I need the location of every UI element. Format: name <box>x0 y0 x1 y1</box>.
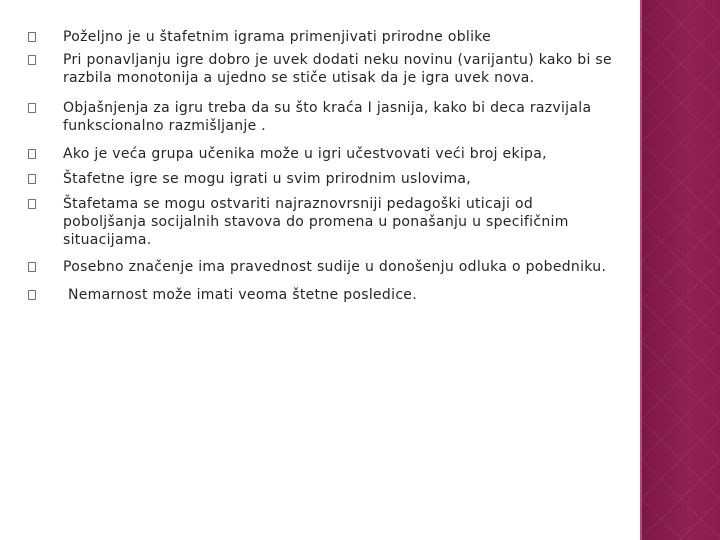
missing-glyph-box-icon <box>28 149 36 159</box>
bullet-text: Objašnjenja za igru treba da su što kraća I jasnija, kako bi deca razvijala funkscionalno razmišljanje . <box>63 100 592 134</box>
bullet-item-2 <box>28 51 613 87</box>
bullet-text: Štafetama se mogu ostvariti najraznovrsniji pedagoški uticaji od poboljšanja socijalnih stavova do promena u ponašanju u specifičnim situacijama. <box>63 196 569 248</box>
bullet-text: Pri ponavljanju igre dobro je uvek dodati neku novinu (varijantu) kako bi se razbila monotonija a ujedno se stiče utisak da je igra uvek nova. <box>63 52 612 86</box>
bullet-text: Nemarnost može imati veoma štetne posledice. <box>68 287 417 303</box>
bullet-item-3 <box>28 99 613 135</box>
bullet-item-7 <box>28 258 613 276</box>
bullet-list <box>28 28 613 304</box>
bullet-text: Ako je veća grupa učenika može u igri učestvovati veći broj ekipa, <box>63 146 547 162</box>
bullet-item-8 <box>28 286 613 304</box>
missing-glyph-box-icon <box>28 174 36 184</box>
bullet-text: Posebno značenje ima pravednost sudije u donošenju odluka o pobedniku. <box>63 259 607 275</box>
missing-glyph-box-icon <box>28 55 36 65</box>
missing-glyph-box-icon <box>28 103 36 113</box>
decorative-side-panel <box>642 0 720 540</box>
missing-glyph-box-icon <box>28 199 36 209</box>
bullet-item-1 <box>28 28 613 46</box>
bullet-item-4 <box>28 145 613 163</box>
bullet-text: Štafetne igre se mogu igrati u svim prirodnim uslovima, <box>63 171 472 187</box>
missing-glyph-box-icon <box>28 262 36 272</box>
bullet-text: Poželjno je u štafetnim igrama primenjivati prirodne oblike <box>63 29 492 45</box>
bullet-item-5 <box>28 170 613 188</box>
missing-glyph-box-icon <box>28 290 36 300</box>
bullet-item-6 <box>28 195 613 249</box>
missing-glyph-box-icon <box>28 32 36 42</box>
